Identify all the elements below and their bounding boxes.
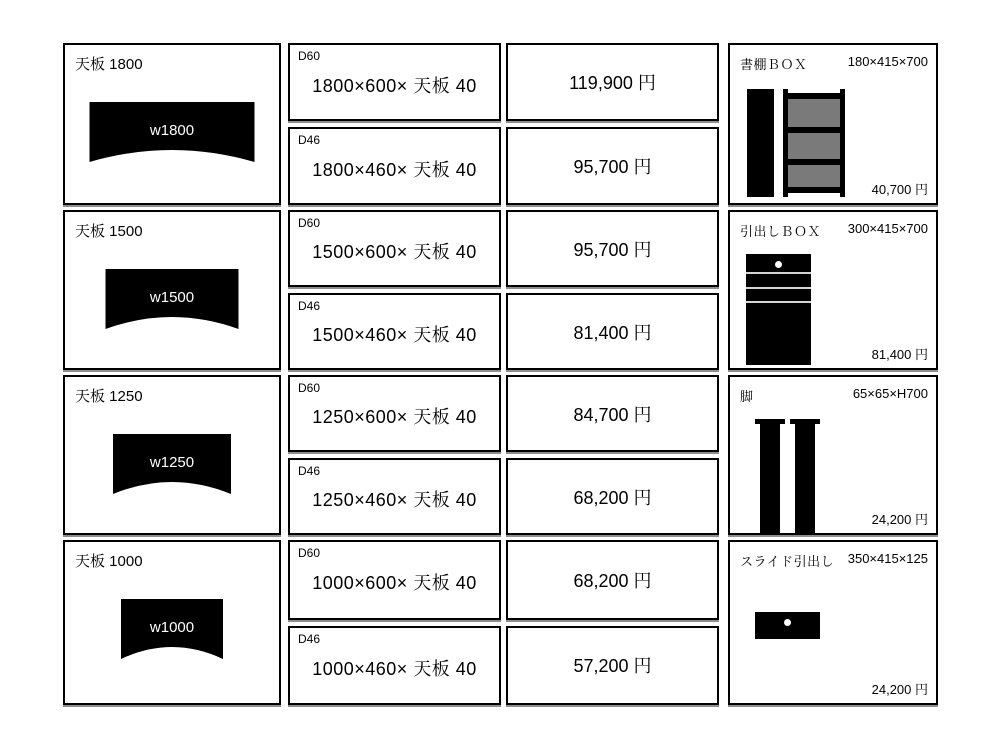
price-cell: 95,700 円: [506, 210, 719, 287]
leg: [790, 419, 820, 534]
tabletop-image: [113, 434, 231, 494]
drawer-divider: [746, 287, 811, 289]
price-column: [506, 210, 719, 370]
price-column: [506, 540, 719, 705]
price-cell: 68,200 円: [506, 540, 719, 620]
leg-bar: [760, 424, 780, 534]
price-cell: 81,400 円: [506, 293, 719, 370]
tabletop-image: [121, 599, 223, 659]
table-row: [63, 43, 938, 205]
price-column: [506, 43, 719, 205]
accessory-cell: [728, 43, 938, 205]
leg: [755, 419, 785, 534]
spec-cell: [288, 293, 501, 370]
tabletop-width-label: w1000: [149, 619, 195, 636]
table-row: [63, 375, 938, 535]
size-text: 1250×460× 天板 40: [312, 490, 477, 511]
accessory-price: 24,200 円: [871, 512, 928, 527]
spec-cell: [288, 540, 501, 620]
spec-column: [288, 210, 501, 370]
depth-code: D46: [298, 631, 321, 646]
product-cell: [63, 43, 281, 205]
bookshelf-image: [747, 89, 845, 197]
tabletop-width-label: w1500: [149, 289, 195, 306]
size-text: 1800×460× 天板 40: [312, 159, 477, 180]
tabletop-image: [106, 269, 239, 329]
product-label: 天板 1800: [75, 56, 143, 73]
spec-cell: [288, 43, 501, 121]
drawer-divider: [746, 301, 811, 303]
accessory-name: スライド引出し: [740, 554, 835, 569]
price-cell: 68,200 円: [506, 458, 719, 535]
spec-column: [288, 540, 501, 705]
depth-code: D60: [298, 49, 321, 63]
tabletop-width-label: w1800: [149, 122, 195, 139]
accessory-dimensions: 65×65×H700: [852, 386, 928, 401]
depth-code: D46: [298, 299, 321, 313]
depth-code: D46: [298, 133, 321, 147]
depth-code: D60: [298, 546, 321, 560]
drawer-knob: [775, 261, 782, 268]
spec-cell: [288, 375, 501, 452]
accessory-cell: [728, 540, 938, 705]
spec-cell: [288, 626, 501, 706]
accessory-dimensions: 350×415×125: [847, 551, 928, 566]
depth-code: D60: [298, 381, 321, 395]
table-row: [63, 540, 938, 705]
depth-code: D60: [298, 216, 321, 230]
product-cell: [63, 210, 281, 370]
price-cell: 84,700 円: [506, 375, 719, 452]
product-label: 天板 1500: [75, 223, 143, 240]
bookshelf-side-panel: [747, 89, 774, 197]
price-cell: 119,900 円: [506, 43, 719, 121]
size-text: 1250×600× 天板 40: [312, 407, 477, 428]
price-cell: 95,700 円: [506, 127, 719, 205]
depth-code: D46: [298, 464, 321, 478]
spec-column: [288, 375, 501, 535]
accessory-name: 引出しＢＯＸ: [740, 224, 822, 239]
accessory-name: 書棚ＢＯＸ: [740, 57, 808, 72]
accessory-price: 24,200 円: [871, 682, 928, 697]
size-text: 1500×600× 天板 40: [312, 242, 477, 263]
drawer-knob: [784, 619, 791, 626]
size-text: 1000×460× 天板 40: [312, 658, 477, 679]
product-label: 天板 1250: [75, 388, 143, 405]
accessory-dimensions: 300×415×700: [847, 221, 928, 236]
drawer-box-image: [746, 254, 811, 365]
size-text: 1500×460× 天板 40: [312, 325, 477, 346]
accessory-header: [740, 551, 928, 570]
slide-drawer-image: [755, 612, 820, 639]
accessory-price: 81,400 円: [871, 347, 928, 362]
accessory-name: 脚: [740, 389, 754, 404]
tabletop-width-label: w1250: [149, 454, 195, 471]
legs-image: [755, 419, 820, 534]
spec-cell: [288, 458, 501, 535]
accessory-cell: [728, 375, 938, 535]
product-label: 天板 1000: [75, 553, 143, 570]
spec-cell: [288, 127, 501, 205]
accessory-header: [740, 54, 928, 73]
accessory-header: [740, 221, 928, 240]
spec-cell: [288, 210, 501, 287]
tabletop-image: [90, 102, 255, 162]
product-cell: [63, 540, 281, 705]
size-text: 1800×600× 天板 40: [312, 75, 477, 96]
table-row: [63, 210, 938, 370]
size-text: 1000×600× 天板 40: [312, 573, 477, 594]
accessory-header: [740, 386, 928, 405]
accessory-price: 40,700 円: [871, 182, 928, 197]
bookshelf-front: [783, 89, 845, 197]
accessory-dimensions: 180×415×700: [847, 54, 928, 69]
accessory-cell: [728, 210, 938, 370]
product-cell: [63, 375, 281, 535]
leg-bar: [795, 424, 815, 534]
price-column: [506, 375, 719, 535]
price-cell: 57,200 円: [506, 626, 719, 706]
drawer-divider: [746, 272, 811, 274]
spec-column: [288, 43, 501, 205]
